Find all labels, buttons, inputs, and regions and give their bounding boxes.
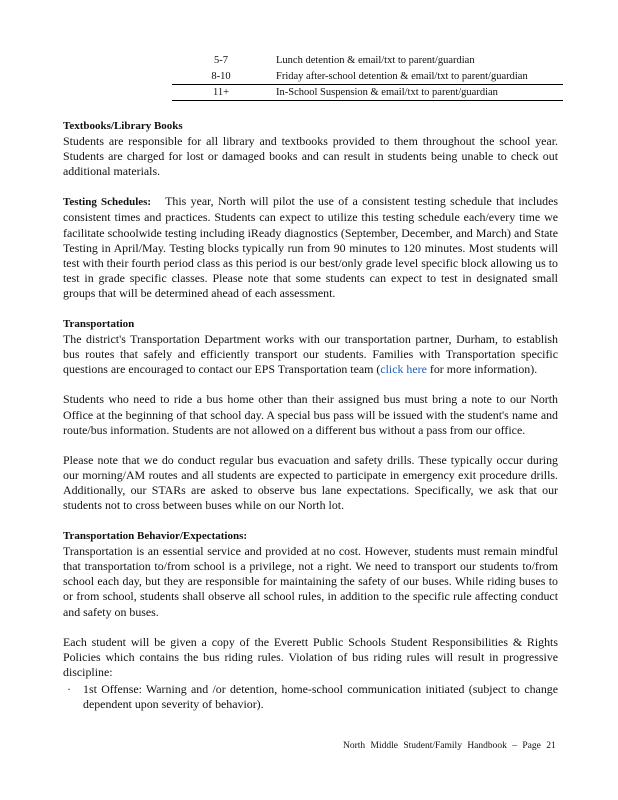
textbooks-heading: Textbooks/Library Books — [63, 120, 183, 132]
testing-section — [63, 194, 558, 301]
textbooks-section — [63, 118, 558, 179]
offense-1-text: 1st Offense: Warning and /or detention, home-school communication initiated (subject to change dependent upon severity of behavior). — [83, 681, 558, 711]
testing-text: This year, North will pilot the use of a consistent testing schedule that includes consistent times and practices. Students can expect to utilize this testing schedule each/every time we facilitate schoolwide testing including iReady diagnostics (September, December, and March) and State Testing in April/May. Testing blocks typically run from 90 minutes to 120 minutes. Most students will test with their fourth period class as this period is our best/only grade level specific block allowing us to test in grade specific classes. Please note that some students can expect to test in designated small groups that will be determined ahead of each assessment. — [63, 194, 558, 300]
discipline-table — [172, 52, 563, 101]
table-cell-action: Lunch detention & email/txt to parent/guardian — [276, 54, 475, 66]
document-body — [63, 118, 558, 712]
table-cell-action: In-School Suspension & email/txt to parent/guardian — [276, 87, 498, 98]
transportation-link[interactable]: click here — [380, 362, 427, 377]
behavior-section — [63, 528, 558, 620]
bus-rules-paragraph: Each student will be given a copy of the Everett Public Schools Student Responsibilities & Rights Policies which contains the bus riding rules. Violation of bus riding rules will result in progressive discipline: — [63, 634, 558, 679]
transportation-para1-start: The district's Transportation Department works with our transportation partner, Durham, to establish bus routes that safely and efficiently transport our students. Families with Transportation specific questions are encouraged to contact our EPS Transportation team ( — [63, 332, 558, 377]
bullet-marker: · — [67, 681, 71, 696]
transportation-para1-end: for more information). — [426, 362, 538, 377]
transportation-section — [63, 316, 558, 377]
textbooks-text: Students are responsible for all library and textbooks provided to them throughout the school year. Students are charged for lost or damaged books and can result in students being unable to check out additional materials. — [63, 134, 558, 179]
table-row — [172, 84, 563, 101]
table-cell-action: Friday after-school detention & email/txt to parent/guardian — [276, 70, 528, 82]
bus-drills-paragraph: Please note that we do conduct regular bus evacuation and safety drills. These typically occur during our morning/AM routes and all students are expected to participate in emergency exit procedure drills. Additionally, our STARs are asked to observe bus lane expectations. Specifically, we ask that our students not to cross between buses while on our North lot. — [63, 452, 558, 512]
bus-note-paragraph: Students who need to ride a bus home other than their assigned bus must bring a note to our North Office at the beginning of that school day. A special bus pass will be issued with the student's name and route/bus information. Students are not allowed on a different bus without a pass from our office. — [63, 392, 558, 437]
testing-heading: Testing Schedules: — [63, 196, 152, 209]
table-row — [172, 52, 563, 68]
table-cell-range: 5-7 — [214, 54, 228, 66]
table-cell-range: 8-10 — [211, 70, 231, 82]
page-footer: North Middle Student/Family Handbook – Page 21 — [343, 741, 556, 751]
table-cell-range: 11+ — [212, 87, 230, 98]
transportation-heading: Transportation — [63, 318, 135, 331]
list-item — [63, 682, 558, 712]
table-row — [172, 68, 563, 84]
behavior-heading: Transportation Behavior/Expectations: — [63, 530, 248, 543]
behavior-text: Transportation is an essential service and provided at no cost. However, students must remain mindful that transportation to/from school is a privilege, not a right. We need to transport our students to/from school each day, but they are responsible for maintaining the safety of our buses. While riding buses to or from school, students shall observe all school rules, in addition to the specific rule affecting conduct and safety on buses. — [63, 544, 558, 619]
